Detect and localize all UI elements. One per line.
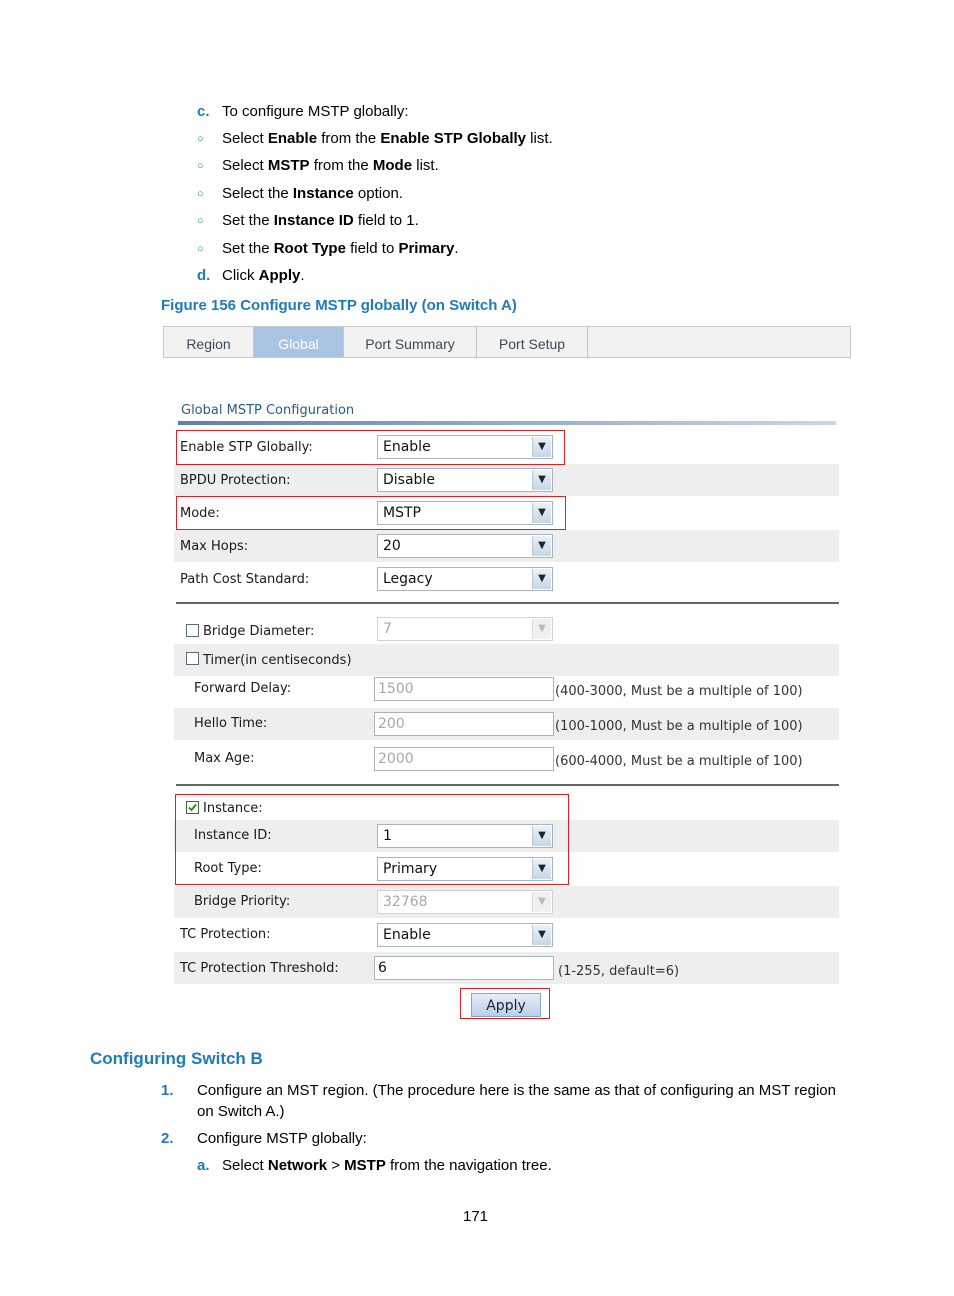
forward-delay-hint: (400-3000, Must be a multiple of 100) <box>555 684 803 699</box>
forward-delay-label: Forward Delay: <box>194 681 292 696</box>
instance-id-value: 1 <box>383 828 392 844</box>
hello-time-hint: (100-1000, Must be a multiple of 100) <box>555 719 803 734</box>
bold-term: Instance <box>292 185 354 202</box>
max-age-input <box>374 747 554 771</box>
forward-delay-value: 1500 <box>378 681 414 697</box>
step-text <box>222 240 459 258</box>
timer-label: Timer(in centiseconds) <box>203 653 352 668</box>
config-title-rule <box>178 421 836 425</box>
step-1-text-line1: Configure an MST region. (The procedure here is the same as that of configuring an MST region <box>197 1082 836 1099</box>
bold-term: Enable STP Globally <box>380 130 527 147</box>
text-run: list. <box>526 130 553 147</box>
tab-bar <box>163 326 851 358</box>
bold-term: Apply <box>258 267 301 284</box>
highlight-instance <box>175 794 569 885</box>
text-run: field to <box>345 240 399 257</box>
text-run: Set the <box>222 212 274 229</box>
section-heading: Configuring Switch B <box>90 1049 263 1068</box>
text-run: from the <box>309 157 373 174</box>
max-age-hint: (600-4000, Must be a multiple of 100) <box>555 754 803 769</box>
text-run: Select <box>222 1157 268 1174</box>
text-run: Select <box>222 130 268 147</box>
chevron-down-icon: ▼ <box>532 569 551 589</box>
bold-term: Root Type <box>273 240 346 257</box>
text-run: option. <box>353 185 403 202</box>
bullet-circle-icon: ○ <box>197 133 204 145</box>
step-1-number: 1. <box>161 1082 174 1099</box>
step-text <box>222 267 305 285</box>
enable-stp-label: Enable STP Globally: <box>180 440 313 455</box>
chevron-down-icon: ▼ <box>532 536 551 556</box>
bold-term: Instance ID <box>273 212 354 229</box>
max-hops-value: 20 <box>383 538 401 554</box>
tc-protection-label: TC Protection: <box>180 927 271 942</box>
text-run: . <box>300 267 305 284</box>
max-hops-select[interactable] <box>377 534 553 558</box>
tab-global[interactable]: Global <box>254 327 344 357</box>
instance-id-label: Instance ID: <box>194 828 272 843</box>
config-title: Global MSTP Configuration <box>181 403 355 418</box>
chevron-down-icon: ▼ <box>532 826 551 846</box>
step-a-marker: a. <box>197 1157 210 1174</box>
tc-threshold-hint: (1-255, default=6) <box>558 964 680 979</box>
highlight-enable-stp <box>176 430 565 465</box>
text-run: from the <box>317 130 381 147</box>
chevron-down-icon: ▼ <box>532 470 551 490</box>
enable-stp-value: Enable <box>383 439 431 455</box>
bold-term: Network <box>267 1157 328 1174</box>
bridge-diameter-select <box>377 617 553 641</box>
step-text <box>222 185 403 203</box>
apply-button[interactable]: Apply <box>471 993 541 1017</box>
root-type-value: Primary <box>383 861 438 877</box>
text-run: Select <box>222 157 268 174</box>
root-type-label: Root Type: <box>194 861 262 876</box>
text-run: Click <box>222 267 259 284</box>
bold-term: MSTP <box>344 1157 386 1174</box>
bullet-circle-icon: ○ <box>197 243 204 255</box>
step-2-number: 2. <box>161 1130 174 1147</box>
text-run: list. <box>412 157 439 174</box>
step-text <box>222 157 439 175</box>
bridge-diameter-checkbox[interactable] <box>186 624 199 637</box>
path-cost-value: Legacy <box>383 571 433 587</box>
tab-region[interactable]: Region <box>164 327 254 357</box>
tab-port-setup[interactable]: Port Setup <box>477 327 588 357</box>
hello-time-input <box>374 712 554 736</box>
bold-term: Enable <box>267 130 318 147</box>
text-run: > <box>327 1157 345 1174</box>
chevron-down-icon: ▼ <box>532 437 551 457</box>
bridge-diameter-label: Bridge Diameter: <box>203 624 315 639</box>
chevron-down-icon: ▼ <box>532 925 551 945</box>
forward-delay-input <box>374 677 554 701</box>
tc-threshold-label: TC Protection Threshold: <box>180 961 339 976</box>
tab-port-summary[interactable]: Port Summary <box>344 327 477 357</box>
step-text <box>222 212 419 230</box>
bullet-circle-icon: ○ <box>197 188 204 200</box>
instance-label: Instance: <box>203 801 263 816</box>
bpdu-label: BPDU Protection: <box>180 473 291 488</box>
bullet-circle-icon: ○ <box>197 160 204 172</box>
hello-time-label: Hello Time: <box>194 716 268 731</box>
timer-checkbox[interactable] <box>186 652 199 665</box>
bridge-diameter-value: 7 <box>383 621 392 637</box>
path-cost-label: Path Cost Standard: <box>180 572 310 587</box>
text-run: Select the <box>222 185 293 202</box>
text-run: To configure MSTP globally: <box>222 103 409 120</box>
mode-label: Mode: <box>180 506 220 521</box>
bold-term: Primary <box>398 240 455 257</box>
chevron-down-icon: ▼ <box>532 859 551 879</box>
step-marker: c. <box>197 103 210 120</box>
section-divider <box>176 784 839 786</box>
step-a-text <box>222 1157 552 1175</box>
step-marker: d. <box>197 267 211 284</box>
tc-threshold-value: 6 <box>378 960 387 976</box>
text-run: . <box>454 240 459 257</box>
path-cost-select[interactable] <box>377 567 553 591</box>
bridge-priority-value: 32768 <box>383 894 428 910</box>
bullet-circle-icon: ○ <box>197 215 204 227</box>
step-2-text: Configure MSTP globally: <box>197 1130 367 1147</box>
chevron-down-icon: ▼ <box>532 503 551 523</box>
bridge-priority-select <box>377 890 553 914</box>
page-number: 171 <box>463 1208 489 1225</box>
chevron-down-icon: ▼ <box>532 619 551 639</box>
highlight-mode <box>176 496 566 530</box>
hello-time-value: 200 <box>378 716 405 732</box>
mode-value: MSTP <box>383 505 421 521</box>
bpdu-value: Disable <box>383 472 435 488</box>
highlight-apply <box>460 988 550 1019</box>
step-text <box>222 130 553 148</box>
bold-term: MSTP <box>267 157 310 174</box>
bridge-priority-label: Bridge Priority: <box>194 894 291 909</box>
max-age-label: Max Age: <box>194 751 255 766</box>
text-run: Set the <box>222 240 274 257</box>
step-text <box>222 103 408 121</box>
chevron-down-icon: ▼ <box>532 892 551 912</box>
max-hops-label: Max Hops: <box>180 539 249 554</box>
text-run: from the navigation tree. <box>385 1157 552 1174</box>
max-age-value: 2000 <box>378 751 414 767</box>
bold-term: Mode <box>372 157 413 174</box>
text-run: field to 1. <box>353 212 419 229</box>
bpdu-select[interactable] <box>377 468 553 492</box>
section-divider <box>176 602 839 604</box>
row-timer <box>174 644 839 676</box>
tc-threshold-input[interactable] <box>374 956 554 980</box>
tc-protection-value: Enable <box>383 927 431 943</box>
step-1-text-line2: on Switch A.) <box>197 1103 285 1120</box>
figure-caption: Figure 156 Configure MSTP globally (on Switch A) <box>161 297 517 314</box>
tc-protection-select[interactable] <box>377 923 553 947</box>
